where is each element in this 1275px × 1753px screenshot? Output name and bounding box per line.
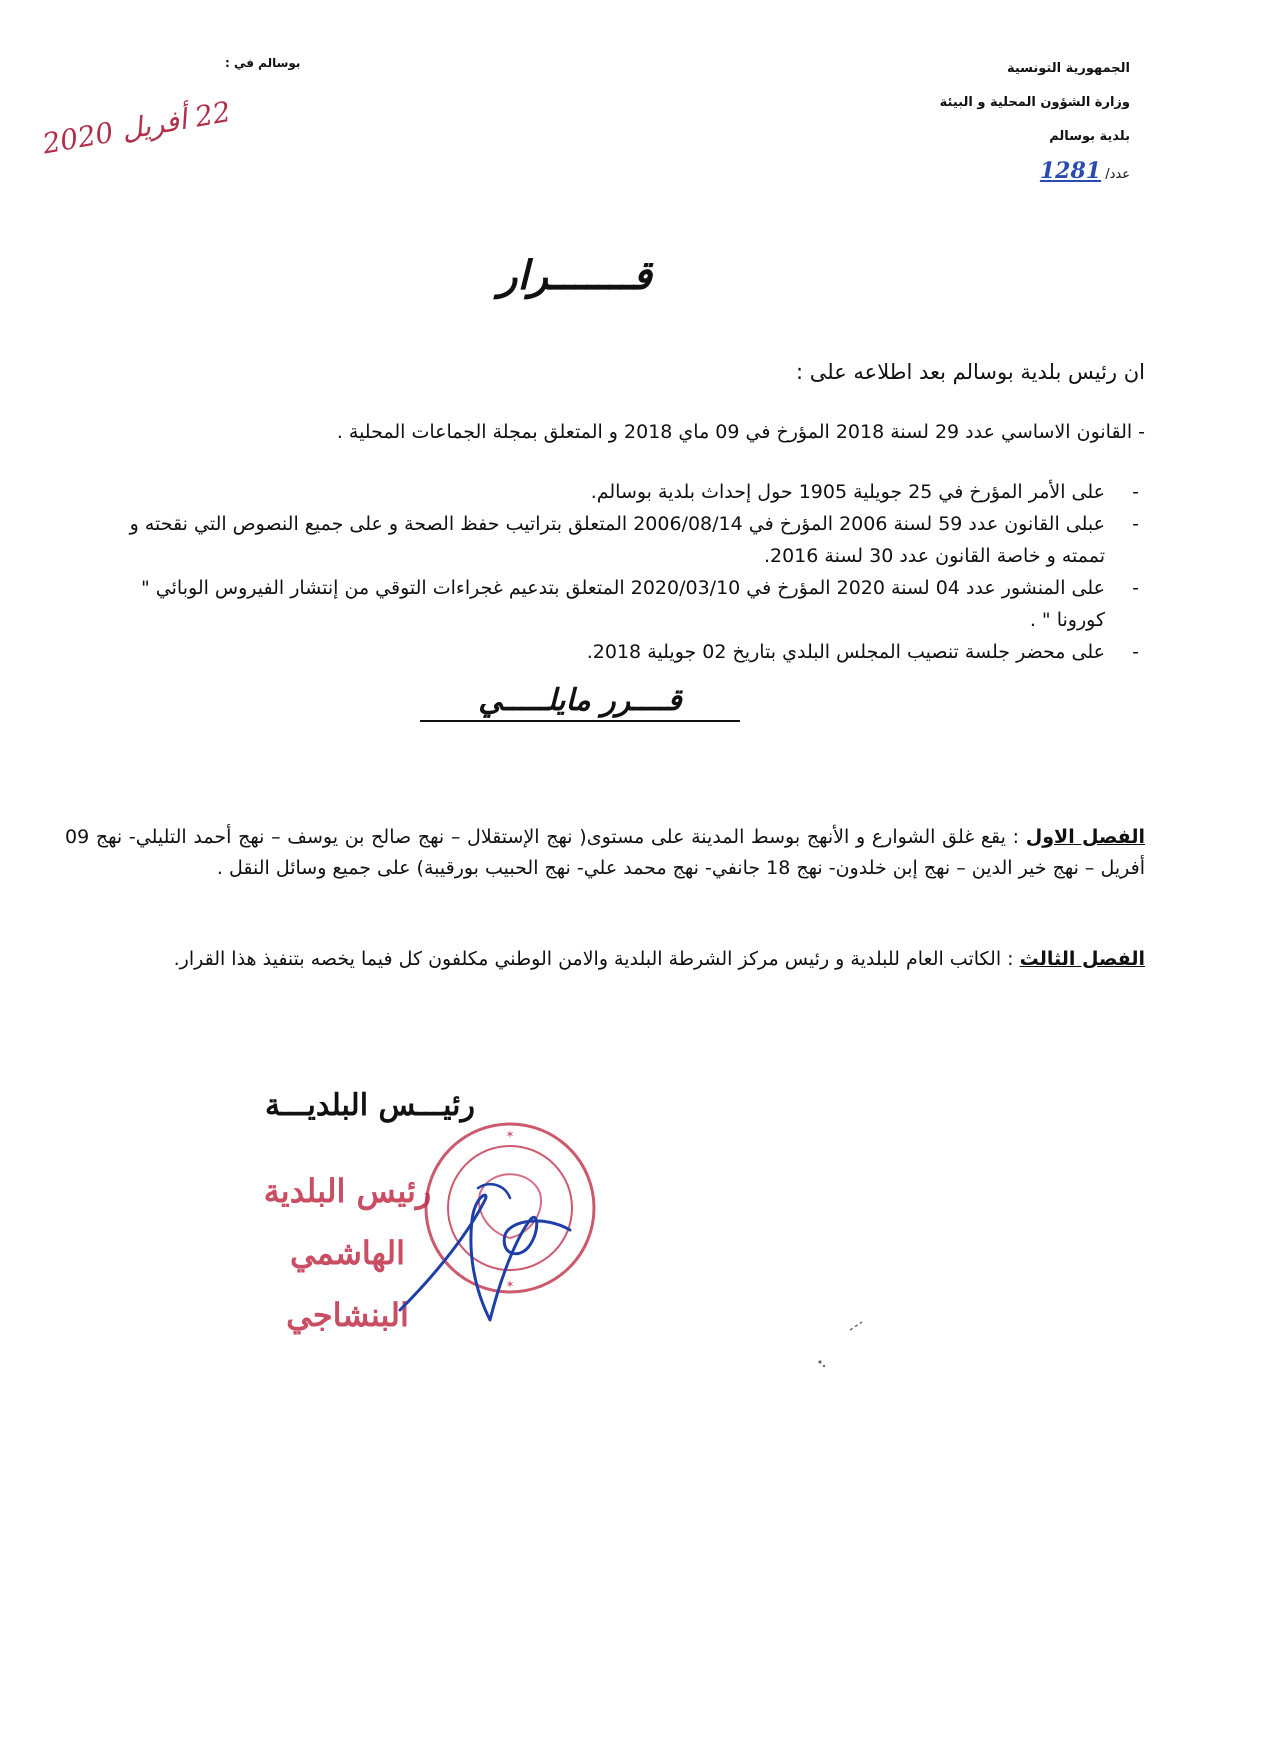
decision-heading: قــــرر مايلـــــي <box>420 683 740 722</box>
list-item: - عبلى القانون عدد 59 لسنة 2006 المؤرخ في 2006/08/14 المتعلق بتراتيب حفظ الصحة و على جميع النصوص التي نقحته و تممته و خاصة القانون عدد 30 لسنة 2016. <box>105 508 1145 572</box>
letterhead <box>810 52 1130 192</box>
article-third <box>65 944 1145 975</box>
signature-title: رئيـــس البلديـــة <box>265 1088 475 1123</box>
list-item: - على المنشور عدد 04 لسنة 2020 المؤرخ في 2020/03/10 المتعلق بتدعيم غجراءات التوقي من إنتشار الفيروس الوبائي " كورونا " . <box>105 572 1145 636</box>
article-label: الفصل الثالث <box>1019 948 1145 970</box>
signature-icon <box>380 1160 600 1340</box>
list-item: - على محضر جلسة تنصيب المجلس البلدي بتاريخ 02 جويلية 2018. <box>105 636 1145 668</box>
references-list <box>105 476 1145 668</box>
republic-line: الجمهورية التونسية <box>1006 61 1130 76</box>
article-text: الكاتب العام للبلدية و رئيس مركز الشرطة البلدية والامن الوطني مكلفون كل فيما يخصه بتنفيذ هذا القرار. <box>173 948 1002 970</box>
article-separator: : <box>1005 826 1020 848</box>
handwritten-date: 22 أفريل 2020 <box>40 94 234 161</box>
article-text: يقع غلق الشوارع و الأنهج بوسط المدينة على مستوى( نهج الإستقلال – نهج صالح بن يوسف – نهج أحمد التليلي- نهج 09 أفريل – نهج خير الدين – نهج إبن خلدون- نهج 18 جانفي- نهج محمد علي- نهج الحبيب بورقيبة) على جميع وسائل النقل . <box>65 826 1145 879</box>
document-title: قـــــــرار <box>498 252 652 299</box>
ministry-line: وزارة الشؤون المحلية و البيئة <box>939 95 1130 110</box>
list-item: - على الأمر المؤرخ في 25 جويلية 1905 حول إحداث بلدية بوسالم. <box>105 476 1145 508</box>
law-dash: - <box>1138 421 1145 443</box>
place-date: بوسالم في : <box>225 56 301 70</box>
reference-prefix: عدد/ <box>1105 167 1130 182</box>
municipality-line: بلدية بوسالم <box>1049 129 1130 144</box>
article-label: الفصل الاول <box>1025 826 1145 848</box>
reference-line <box>810 154 1130 192</box>
seal-line-name: الهاشمي البنشاجي <box>286 1234 409 1334</box>
intro-text: ان رئيس بلدية بوسالم بعد اطلاعه على : <box>796 360 1145 384</box>
stray-marks-icon <box>800 1300 880 1380</box>
svg-text:✶: ✶ <box>505 1128 515 1141</box>
law-reference <box>145 416 1145 449</box>
article-separator: : <box>1001 948 1014 970</box>
article-first <box>65 822 1145 884</box>
seal-line-title: رئيس البلدية <box>263 1172 432 1210</box>
reference-number: 1281 <box>1039 158 1102 184</box>
law-text: القانون الاساسي عدد 29 لسنة 2018 المؤرخ في 09 ماي 2018 و المتعلق بمجلة الجماعات المحلية . <box>336 421 1133 443</box>
svg-text:✶: ✶ <box>505 1278 515 1291</box>
